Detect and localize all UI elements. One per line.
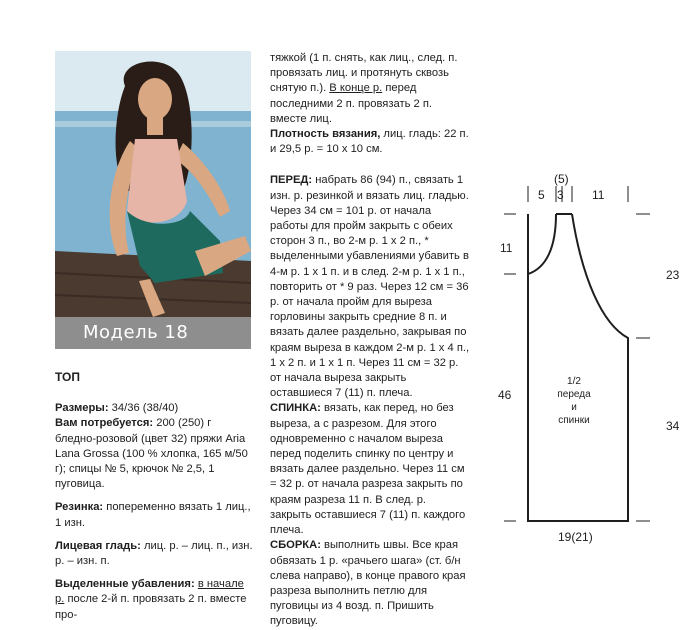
dim-top-3: 3 — [557, 188, 564, 202]
back-text: вязать, как перед, но без выреза, а с разрезом. Для этого одновременно с началом выреза перед поделить спинку по центру и вязать далее раздельно. Через 11 см = 32 р. от начала разреза закрыть по краям разреза 11 п. В след. р. закрыть оставшиеся 7 (11) п. каждого плеча. — [270, 402, 466, 537]
decrease-paragraph — [55, 577, 255, 623]
density-text: лиц. гладь: 22 п. и 29,5 р. = 10 x 10 см. — [270, 128, 469, 156]
materials-text: 200 (250) г бледно-розовой (цвет 32) пряжи Aria Lana Grossa (100 % хлопка, 165 м/50 г); спицы № 5, крючок № 2,5, 1 пуговица. — [55, 417, 248, 491]
model-photo — [55, 51, 251, 349]
center-label-2: переда — [557, 389, 591, 400]
middle-text-column — [270, 51, 470, 630]
dim-left-46: 46 — [498, 388, 512, 402]
garment-outline — [528, 214, 628, 521]
density-label: Плотность вязания, — [270, 128, 381, 141]
stockinette-paragraph — [55, 539, 255, 569]
section-title: ТОП — [55, 370, 80, 384]
rib-text: попеременно вязать 1 лиц., 1 изн. — [55, 501, 251, 529]
materials-label: Вам потребуется: — [55, 417, 154, 430]
dim-right-23: 23 — [666, 268, 680, 282]
pattern-schematic — [494, 168, 699, 548]
assembly-label: СБОРКА: — [270, 539, 321, 552]
dim-top-11: 11 — [592, 188, 605, 202]
continuation-underline: В конце р. — [329, 82, 383, 95]
back-paragraph — [270, 401, 470, 538]
assembly-text: выполнить швы. Все края обвязать 1 р. «рачьего шага» (ст. б/н слева направо), в конце правого края разреза выполнить петлю для пуговицы из 4 возд. п. Пришить пуговицу. — [270, 539, 466, 628]
dim-top-5: 5 — [538, 188, 545, 202]
sizes-value: 34/36 (38/40) — [108, 402, 179, 415]
assembly-paragraph — [270, 538, 470, 629]
dim-left-11: 11 — [500, 241, 513, 255]
continuation-paragraph — [270, 51, 470, 127]
rib-paragraph — [55, 500, 255, 530]
center-label-4: спинки — [558, 415, 590, 426]
left-text-column — [55, 370, 255, 623]
materials-paragraph — [55, 416, 255, 492]
front-paragraph — [270, 173, 470, 401]
sizes-label: Размеры: — [55, 402, 109, 415]
decrease-underline: в начале р. — [55, 578, 244, 606]
dim-top-paren: (5) — [554, 172, 569, 186]
sizes-paragraph — [55, 401, 255, 416]
center-label-1: 1/2 — [567, 376, 581, 387]
continuation-text-2: перед последними 2 п. провязать 2 п. вместе лиц. — [270, 82, 433, 125]
back-label: СПИНКА: — [270, 402, 321, 415]
pattern-diagram — [494, 168, 699, 548]
stockinette-text: лиц. р. – лиц. п., изн. р. – изн. п. — [55, 539, 253, 568]
continuation-text: тяжкой (1 п. снять, как лиц., след. п. провязать лиц. и протянуть сквозь снятую п.). — [270, 52, 458, 95]
dim-bottom-width: 19(21) — [558, 530, 593, 544]
photo-illustration — [55, 51, 251, 349]
dim-right-34: 34 — [666, 419, 680, 433]
rib-label: Резинка: — [55, 501, 104, 514]
density-paragraph — [270, 127, 470, 157]
front-text: набрать 86 (94) п., связать 1 изн. р. резинкой и вязать лиц. гладью. Через 34 см = 101 р. от начала работы для пройм закрыть с обеих сторон 3 п., во 2-м р. 1 x 2 п., * выделенными убавлениями убавить в 4-м р. 1 x 1 п. и в след. 2-м р. 1 x 1 п., повторить от * 9 раз. Через 12 см = 36 р. от начала пройм для выреза горловины закрыть средние 8 п. и вязать далее раздельно, закрывая по краям выреза в каждом 2-м р. 1 x 4 п., 1 x 2 п. и 1 x 1 п. Через 11 см = 32 р. от начала выреза закрыть оставшиеся 7 (11) п. плеча. — [270, 174, 470, 400]
photo-caption: Модель 18 — [55, 317, 251, 349]
stockinette-label: Лицевая гладь: — [55, 539, 141, 552]
decrease-text: после 2-й п. провязать 2 п. вместе про- — [55, 593, 247, 621]
decrease-label: Выделенные убавления: — [55, 578, 195, 591]
neckline-curve — [528, 214, 556, 274]
front-label: ПЕРЕД: — [270, 174, 313, 187]
center-label-3: и — [571, 402, 577, 413]
